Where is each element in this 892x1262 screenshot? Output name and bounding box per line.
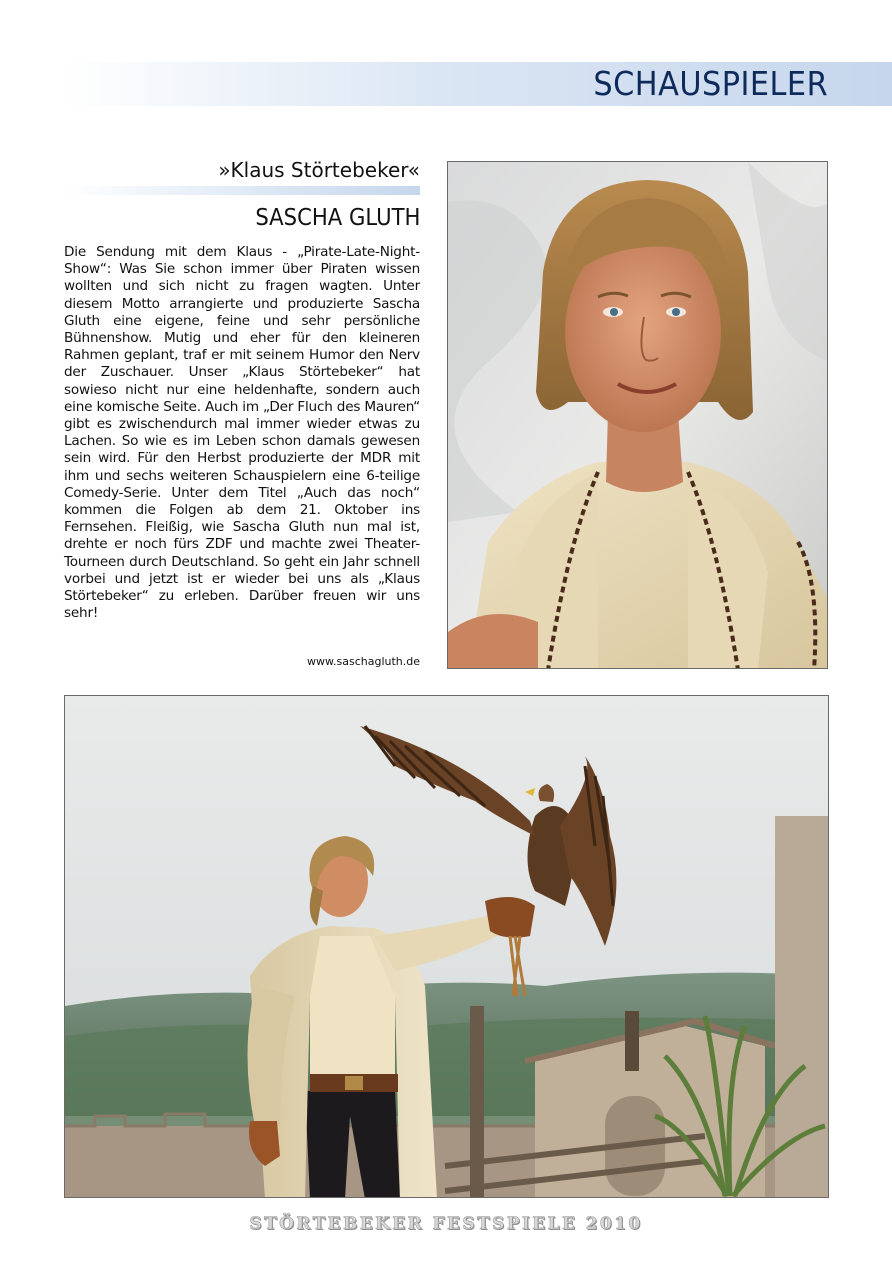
actor-name: SASCHA GLUTH — [254, 205, 420, 231]
role-title: »Klaus Störtebeker« — [218, 158, 420, 182]
footer-title: STÖRTEBEKER FESTSPIELE 2010 — [249, 1214, 643, 1234]
portrait-illustration — [448, 162, 828, 669]
role-underline — [64, 186, 420, 195]
falcon-illustration — [65, 696, 829, 1198]
bio-text: Die Sendung mit dem Klaus - „Pirate-Late-Night-Show“: Was Sie schon immer über Piraten wissen wollten und sich nicht zu fragen wagten. Unter diesem Motto arrangierte und produzierte Sascha Gluth eine eigene, feine und sehr persönliche Bühnenshow. Mutig und eher für den kleineren Rahmen geplant, traf er mit seinem Humor den Nerv der Zuschauer. Unser „Klaus Störtebeker“ hat sowieso nicht nur eine heldenhafte, sondern auch eine komische Seite. Auch im „Der Fluch des Mauren“ gibt es zwischendurch mal immer wieder etwas zu Lachen. So wie es im Leben schon damals gewesen sein wird. Für den Herbst produzierte der MDR mit ihm und sechs weiteren Schauspielern eine 6-teilige Comedy-Serie. Unter dem Titel „Auch das noch“ kommen die Folgen ab dem 21. Oktober ins Fernsehen. Fleißig, wie Sascha Gluth nun mal ist, drehte er noch fürs ZDF und machte zwei Theater-Tourneen durch Deutschland. So geht ein Jahr schnell vorbei und jetzt ist er wieder bei uns als „Klaus Störtebeker“ zu erleben. Darüber freuen wir uns sehr! — [64, 244, 420, 622]
portrait-photo — [447, 161, 828, 669]
website-link: www.saschagluth.de — [307, 655, 420, 668]
falcon-photo — [64, 695, 829, 1198]
section-title: SCHAUSPIELER — [593, 64, 828, 103]
